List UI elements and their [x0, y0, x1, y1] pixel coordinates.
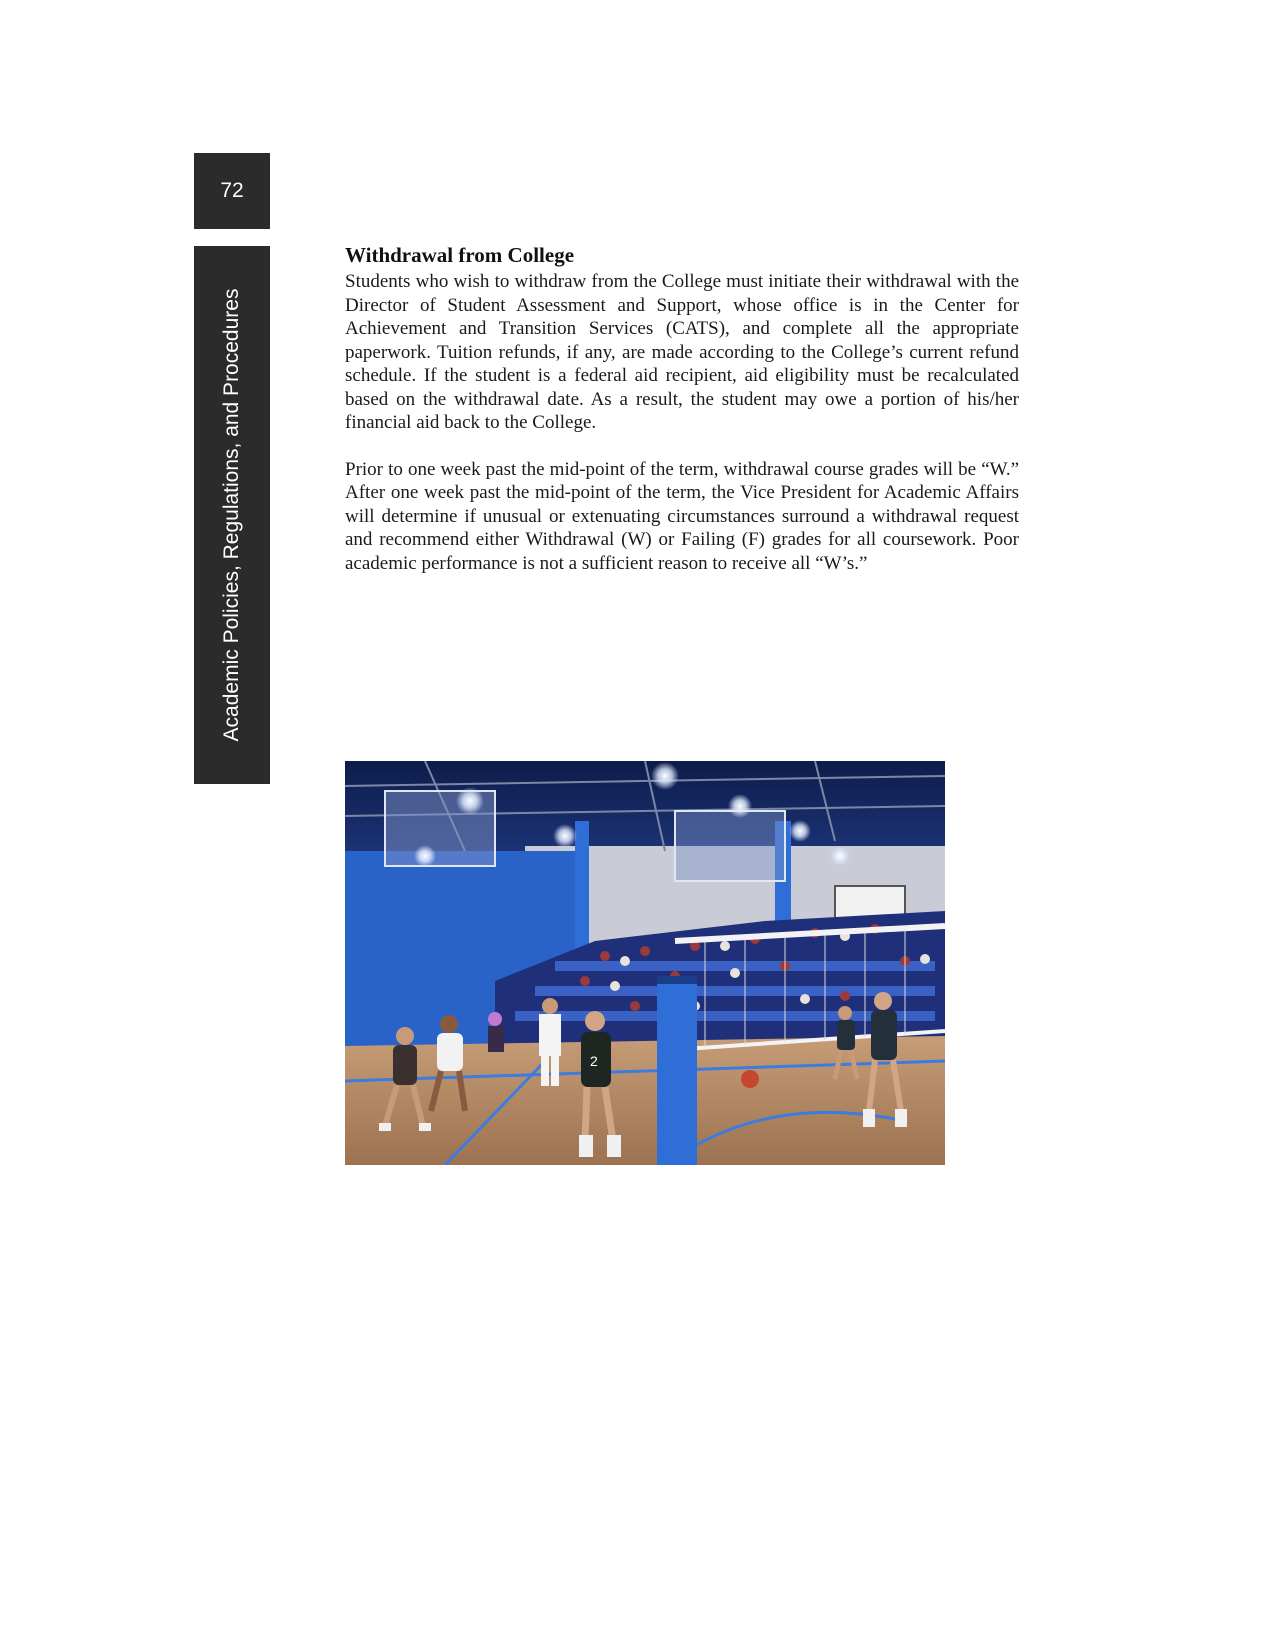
- paragraph-withdrawal-process: Students who wish to withdraw from the College must initiate their withdrawal with the Director of Student Assessment and Support, whose office is in the Center for Achievement and Transition Services (CATS), and complete all the appropriate paperwork. Tuition refunds, if any, are made according to the College’s current refund schedule. If the student is a federal aid recipient, aid eligibility must be recalculated based on the withdrawal date. As a result, the student may owe a portion of his/her financial aid back to the College.: [345, 271, 1019, 433]
- section-heading: Withdrawal from College: [345, 243, 575, 267]
- page-number-box: [194, 153, 270, 229]
- volleyball-photo: [345, 761, 945, 1165]
- paragraph-withdrawal-grades: Prior to one week past the mid-point of the term, withdrawal course grades will be “W.” After one week past the mid-point of the term, the Vice President for Academic Affairs will determine if unusual or extenuating circumstances surround a withdrawal request and recommend either Withdrawal (W) or Failing (F) grades for all coursework. Poor academic performance is not a sufficient reason to receive all “W’s.”: [345, 458, 1019, 574]
- side-tab-label: Academic Policies, Regulations, and Procedures: [220, 288, 243, 742]
- side-tab: [194, 246, 270, 784]
- jersey-number: 2: [590, 1053, 598, 1069]
- page-number: 72: [220, 179, 244, 202]
- main-content: [345, 242, 1019, 575]
